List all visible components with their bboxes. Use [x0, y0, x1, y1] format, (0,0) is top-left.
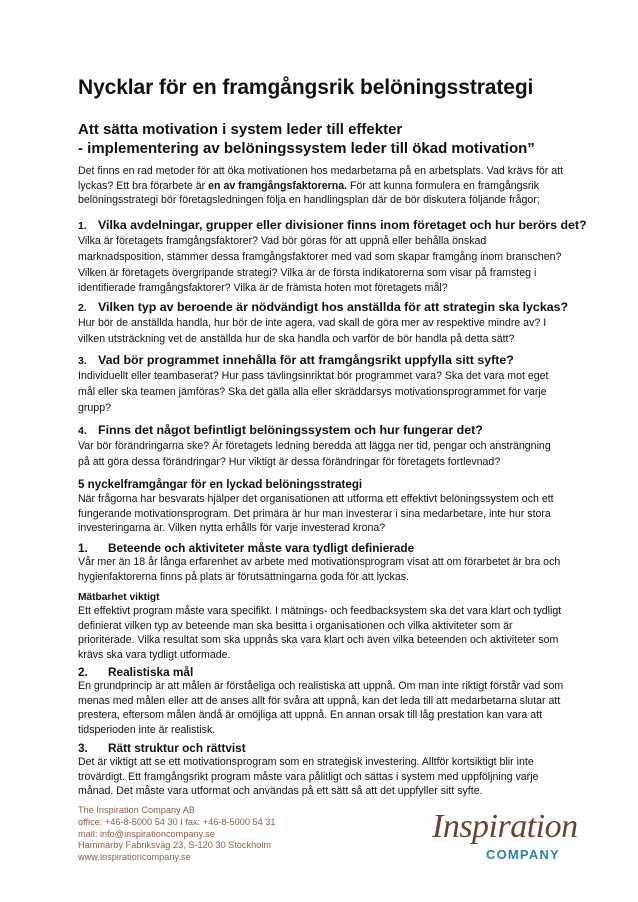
footer-address: Hammarby Fabriksväg 23, S-120 30 Stockholm: [78, 840, 272, 851]
key-3-body: Det är viktigt att se ett motivationsprogram som en strategisk investering. Alltför kortsiktigt blir inte trovärdigt. Ett framgångsrikt program måste vara pålitligt och sättas i system med uppföljning varje månad. Det måste vara utformat och användas på ett sätt så att det uppfyller sitt syfte.: [78, 756, 539, 797]
key-3-number: 3.: [78, 741, 88, 755]
logo-word-company: COMPANY: [486, 847, 560, 862]
question-3-body: Individuellt eller teambaserat? Hur pass tävlingsinriktat bör programmet vara? Ska det vara mot eget mål eller ska teamen jämföras? Ska det gälla alla eller skräddarsys motivationsprogrammet för varje grupp?: [78, 370, 549, 414]
measurability-body: Ett effektivt program måste vara specifikt. I mätnings- och feedbacksystem ska det vara klart och tydligt definierat vilken typ av beteende man ska besitta i organisationen och vilka aktiviteter som är prioriterade. Vilka resultat som ska uppnås ska vara klart och även vilka beteenden och aktiviteter som krävs ska vara tydligt utformade.: [78, 605, 562, 661]
question-2-heading: [78, 300, 568, 314]
question-1-number: 1.: [78, 220, 87, 232]
question-3-title: Vad bör programmet innehålla för att framgångsrikt uppfylla sitt syfte?: [98, 353, 514, 367]
key-2-number: 2.: [78, 665, 88, 679]
question-1-heading: [78, 218, 587, 232]
page-title: Nycklar för en framgångsrik belöningsstrategi: [78, 76, 534, 99]
key-3-heading: [78, 741, 246, 755]
key-1-number: 1.: [78, 541, 88, 555]
intro-paragraph: [78, 164, 564, 208]
key-1-heading: [78, 541, 414, 555]
key-2-heading: [78, 665, 193, 679]
section-5-heading: 5 nyckelframgångar för en lyckad belöningsstrategi: [78, 478, 363, 491]
subtitle: [78, 120, 535, 158]
question-2-body: Hur bör de anställda handla, hur bör de inte agera, vad skall de göra mer av respektive mindre av? I vilken utsträckning vet de anställda hur de ska handla och varför de bör handla på detta sätt?: [78, 317, 547, 345]
measurability-heading: Mätbarhet viktigt: [78, 592, 160, 603]
intro-text: Det finns en rad metoder för att öka motivationen hos medarbetarna på en arbetsplats. Vad krävs för att lyckas? Ett bra förarbete är: [78, 165, 564, 192]
key-1-body: Vår mer än 18 år långa erfarenhet av arbete med motivationsprogram visat att om förarbetet är bra och hygienfaktorerna finns på plats är förutsättningarna goda för att lyckas.: [78, 556, 561, 583]
footer-contact: [78, 805, 276, 864]
subtitle-line-2: - implementering av belöningssystem leder till ökad motivation”: [78, 140, 535, 157]
key-2-body: En grundprincip är att målen är förståeliga och realistiska att uppnå. Om man inte riktigt förstår vad som menas med målen eller att de anses allt för svåra att uppnå, kan det leda till att medarbetarna slutar att prestera, eftersom målen ändå är omöjliga att uppnå. En annan orsak till låg prestation kan vara att tidsperioden inte är realistisk.: [78, 680, 564, 736]
question-4-heading: [78, 423, 483, 437]
section-5-body: När frågorna har besvarats hjälper det organisationen att utforma ett effektivt belöningssystem och ett fungerande motivationsprogram. Det primära är hur man investerar i sina medarbetare, inte hur stora investeringarna är. Vilken nytta erhålls för varje investerad krona?: [78, 493, 554, 534]
question-1-title: Vilka avdelningar, grupper eller divisioner finns inom företaget och hur berörs det?: [98, 218, 587, 232]
inspiration-company-logo: [430, 805, 588, 865]
key-1-title: Beteende och aktiviteter måste vara tydligt definierade: [108, 541, 415, 555]
footer-phone: office: +46-8-5000 54 30 I fax: +46-8-5000 54 31: [78, 816, 276, 827]
question-2-number: 2.: [78, 302, 87, 314]
question-4-title: Finns det något befintligt belöningssystem och hur fungerar det?: [98, 423, 483, 437]
logo-word-inspiration: Inspiration: [432, 808, 578, 845]
footer-website[interactable]: www.inspirationcompany.se: [78, 852, 191, 863]
footer-company: The Inspiration Company AB: [78, 805, 195, 815]
question-1-body: Vilka är företagets framgångsfaktorer? Vad bör göras för att uppnå eller behålla önskad marknadsposition, stämmer dessa framgångsfaktorer med vad som skapar framgång inom branschen? Vilken är företagets övergripande strategi? Vilka är de första indikatorerna som visar på framsteg i identifierade framgångsfaktorer? Vilka är de främsta hoten mot företagets mål?: [78, 235, 562, 295]
question-4-number: 4.: [78, 425, 87, 437]
question-3-number: 3.: [78, 355, 87, 367]
key-3-title: Rätt struktur och rättvist: [108, 741, 246, 755]
question-4-body: Var bör förändringarna ske? Är företagets ledning beredda att lägga ner tid, pengar och ansträngning på att göra dessa förändringar? Hur viktigt är dessa förändringar för företagets fortlevnad?: [78, 440, 551, 468]
key-2-title: Realistiska mål: [108, 665, 194, 679]
question-3-heading: [78, 353, 514, 367]
intro-bold-text: en av framgångsfaktorerna.: [208, 179, 348, 192]
question-2-title: Vilken typ av beroende är nödvändigt hos anställda för att strategin ska lyckas?: [98, 300, 569, 314]
footer-email[interactable]: mail: info@inspirationcompany.se: [78, 828, 215, 839]
subtitle-line-1: Att sätta motivation i system leder till effekter: [78, 121, 403, 138]
intro-text-end: För att kunna formulera en framgångsrik belöningsstrategi bör företagsledningen följa en handlingsplan där de bör diskutera följande frågor;: [78, 179, 540, 206]
